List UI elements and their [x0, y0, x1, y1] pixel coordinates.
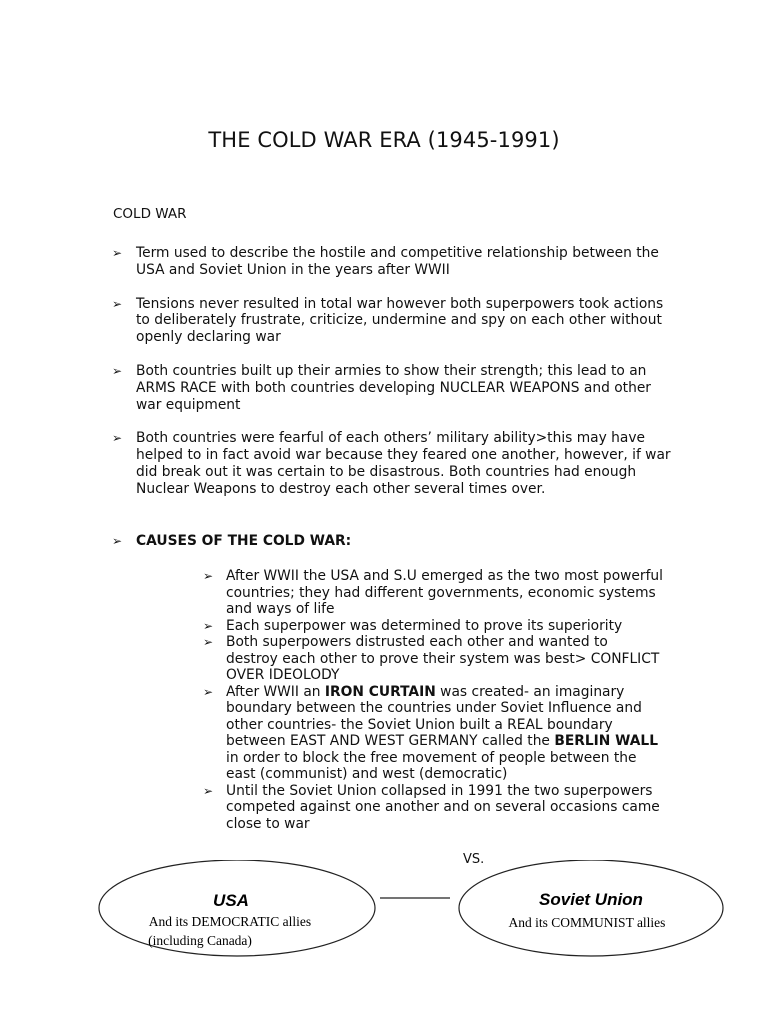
usa-allies-line-1: And its DEMOCRATIC allies	[148, 914, 312, 929]
arrow-bullet-icon: ➢	[112, 296, 123, 311]
causes-heading	[112, 533, 351, 549]
usa-label: USA	[213, 891, 249, 910]
causes-bullet-list	[203, 568, 663, 832]
bullet-text: Term used to describe the hostile and competitive relationship between the USA and Soviet Union in the years after WWII	[136, 245, 659, 278]
bullet-item	[112, 296, 672, 346]
arrow-bullet-icon: ➢	[203, 569, 214, 583]
bullet-item	[112, 245, 672, 279]
arrow-bullet-icon: ➢	[112, 534, 123, 548]
arrow-bullet-icon: ➢	[203, 783, 214, 798]
cause-text	[226, 684, 658, 783]
cold-war-bullet-list	[112, 245, 672, 515]
soviet-union-label: Soviet Union	[539, 890, 643, 909]
cause-item	[203, 684, 663, 783]
page-title: THE COLD WAR ERA (1945-1991)	[208, 128, 560, 152]
cause-text: After WWII the USA and S.U emerged as the two most powerful countries; they had different governments, economic systems and ways of life	[226, 568, 664, 617]
arrow-bullet-icon: ➢	[203, 618, 214, 633]
section-heading-cold-war: COLD WAR	[113, 206, 187, 222]
cause-text-part: After WWII an	[226, 683, 325, 700]
bullet-item	[112, 363, 672, 413]
arrow-bullet-icon: ➢	[112, 431, 123, 446]
causes-heading-text: CAUSES OF THE COLD WAR:	[136, 533, 352, 549]
cause-text: Until the Soviet Union collapsed in 1991 the two superpowers competed against one another and on several occasions came close to war	[226, 782, 660, 832]
bullet-text: Tensions never resulted in total war however both superpowers took actions to deliberately frustrate, criticize, undermine and spy on each other without openly declaring war	[136, 295, 664, 346]
arrow-bullet-icon: ➢	[203, 635, 214, 649]
cause-item	[203, 634, 663, 684]
cause-text: Each superpower was determined to prove its superiority	[226, 617, 623, 634]
usa-allies-line-2: (including Canada)	[148, 933, 252, 948]
cause-item	[203, 783, 663, 833]
cause-item	[203, 618, 663, 635]
cause-text-part: in order to block the free movement of people between the east (communist) and west (democratic)	[226, 749, 637, 782]
arrow-bullet-icon: ➢	[112, 363, 123, 378]
soviet-allies-line: And its COMMUNIST allies	[508, 915, 666, 930]
cause-text: Both superpowers distrusted each other and wanted to destroy each other to prove their system was best> CONFLICT OVER IDEOLODY	[226, 634, 660, 683]
arrow-bullet-icon: ➢	[203, 684, 214, 699]
cause-text-part: was created- an imaginary boundary between the countries under Soviet Influence and other countries- the Soviet Union built a REAL boundary between EAST AND WEST GERMANY called the	[226, 683, 642, 749]
iron-curtain-term: IRON CURTAIN	[324, 683, 436, 700]
arrow-bullet-icon: ➢	[112, 246, 123, 260]
vs-label: VS.	[463, 852, 485, 867]
bullet-item	[112, 430, 672, 497]
cause-item	[203, 568, 663, 618]
usa-vs-soviet-diagram	[0, 860, 768, 960]
berlin-wall-term: BERLIN WALL	[554, 733, 659, 749]
bullet-text: Both countries were fearful of each others’ military ability>this may have helped to in fact avoid war because they feared one another, however, if war did break out it was certain to be disastrous. Both countries had enough Nuclear Weapons to destroy each other several times over.	[136, 430, 671, 497]
bullet-text: Both countries built up their armies to show their strength; this lead to an ARMS RACE with both countries developing NUCLEAR WEAPONS and other war equipment	[136, 362, 651, 413]
